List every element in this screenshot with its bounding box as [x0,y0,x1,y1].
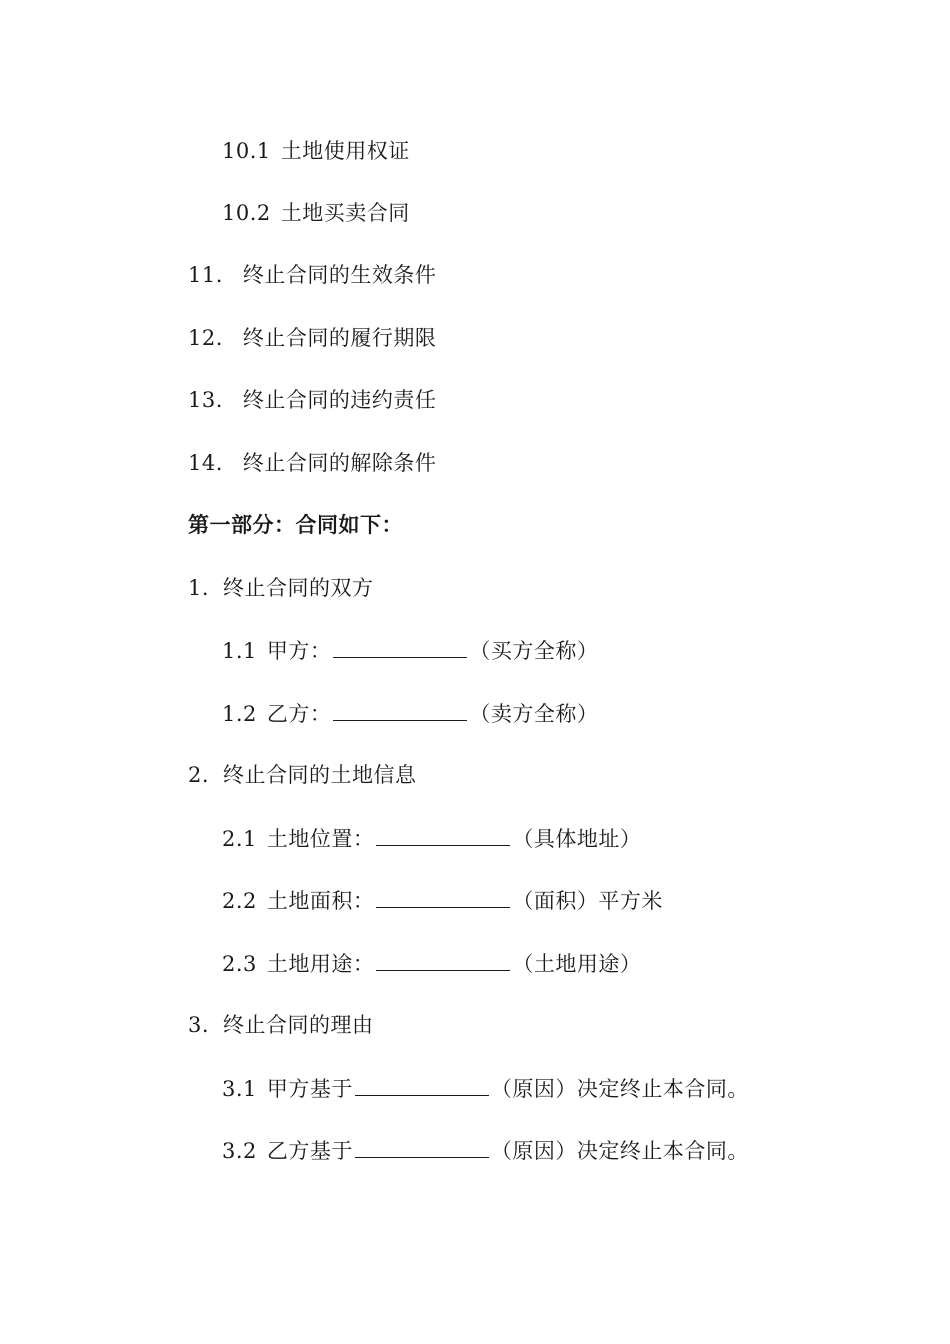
item-label: 土地用途： [266,952,375,976]
item-number: 13. [188,388,223,412]
list-item [222,1073,749,1104]
item-suffix: （买方全称） [469,639,599,663]
item-number: 14. [188,451,223,475]
list-item [222,823,641,854]
item-number: 1. [188,576,210,600]
list-item [222,948,641,979]
item-text: 终止合同的理由 [223,1013,374,1037]
item-suffix: （原因）决定终止本合同。 [490,1077,749,1101]
item-text: 终止合同的双方 [223,576,374,600]
fill-blank [355,1135,489,1158]
item-number: 11. [188,263,223,287]
item-text: 终止合同的解除条件 [242,451,437,475]
list-item [188,760,417,790]
item-text: 终止合同的土地信息 [223,763,417,787]
list-item [188,385,436,415]
item-label: 土地面积： [266,889,375,913]
item-number: 3.2 [222,1139,257,1163]
section-heading: 第一部分：合同如下： [188,513,403,537]
item-text: 终止合同的违约责任 [242,388,437,412]
item-number: 3.1 [222,1077,257,1101]
fill-blank [355,1073,489,1096]
item-suffix: （原因）决定终止本合同。 [490,1139,749,1163]
list-item [188,260,436,290]
list-item [222,698,598,729]
item-text: 终止合同的履行期限 [242,326,437,350]
item-suffix: （土地用途） [512,952,642,976]
item-label: 甲方： [266,639,332,663]
item-suffix: （面积）平方米 [512,889,663,913]
item-suffix: （具体地址） [512,827,642,851]
item-number: 2.2 [222,889,257,913]
item-number: 1.2 [222,702,257,726]
fill-blank [333,635,467,658]
fill-blank [376,885,510,908]
item-number: 1.1 [222,639,257,663]
fill-blank [376,823,510,846]
fill-blank [376,948,510,971]
list-item [188,573,374,603]
list-item [222,635,598,666]
item-number: 2. [188,763,210,787]
list-item [222,1135,749,1166]
list-item [188,1010,374,1040]
item-number: 10.2 [222,201,271,225]
item-number: 2.3 [222,952,257,976]
item-number: 10.1 [222,139,271,163]
item-suffix: （卖方全称） [469,702,599,726]
fill-blank [333,698,467,721]
list-item [188,448,436,478]
item-text: 终止合同的生效条件 [242,263,437,287]
item-label: 土地位置： [266,827,375,851]
item-label: 乙方： [266,702,332,726]
item-text: 土地使用权证 [280,139,410,163]
item-number: 3. [188,1013,210,1037]
list-item [222,136,410,166]
item-label: 乙方基于 [266,1139,353,1163]
item-text: 土地买卖合同 [280,201,410,225]
item-label: 甲方基于 [266,1077,353,1101]
list-item [222,885,663,916]
list-item [222,198,410,228]
list-item [188,323,436,353]
item-number: 12. [188,326,223,350]
item-number: 2.1 [222,827,257,851]
